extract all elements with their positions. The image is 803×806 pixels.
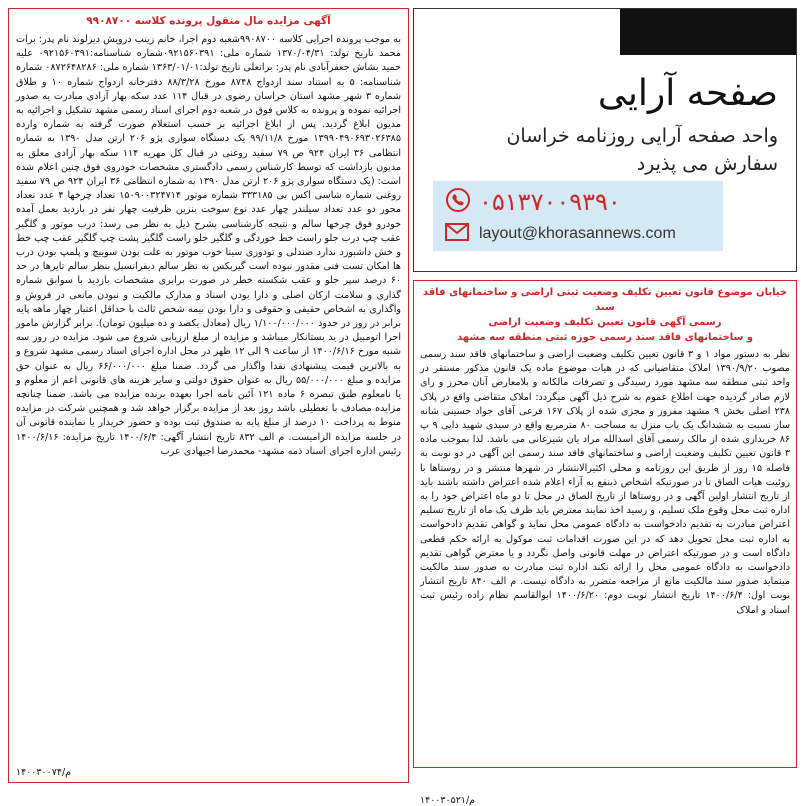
ad-title: صفحه آرایی xyxy=(597,73,778,114)
land-notice-title-line-2: رسمی آگهی قانون تعیین تکلیف وضعیت اراضی xyxy=(488,317,722,328)
land-notice-title xyxy=(420,285,790,345)
land-notice-title-line-3: و ساختمانهای فاقد سند رسمی حوزه ثبتی منطقه سه مشهد xyxy=(457,332,753,343)
ad-contact-box xyxy=(433,181,723,251)
ad-email-address: layout@khorasannews.com xyxy=(479,225,676,242)
auction-notice-title: آگهی مزایده مال منقول پرونده کلاسه ۹۹۰۸۷۰۰ xyxy=(86,15,331,27)
phone-icon xyxy=(445,187,471,217)
ad-line-2: سفارش می پذیرد xyxy=(636,153,778,175)
auction-notice xyxy=(8,8,409,783)
land-notice-title-line-1: خیابان موضوع قانون تعیین تکلیف وضعیت ثبتی اراضی و ساختمانهای فاقد سند xyxy=(422,287,788,313)
ad-header-bar xyxy=(620,9,796,55)
envelope-icon xyxy=(445,223,469,245)
land-registration-notice xyxy=(413,280,797,806)
land-notice-code: م/۱۴۰۰۳۰۵۲۱ xyxy=(420,795,476,806)
auction-notice-code: م/۱۴۰۰۳۰۰۷۴ xyxy=(16,767,72,778)
ad-email-row xyxy=(445,223,676,245)
land-notice-body: نظر به دستور مواد ۱ و ۳ قانون تعیین تکلیف وضعیت اراضی و ساختمانهای فاقد سند رسمی مصوب ۱۳۹۰/۹/۲۰ املاک متقاضیانی که در هیات موضوع ماده یک قانون مذکور مستقر در واحد ثبتی منطقه سه مشهد مورد رسیدگی و تصرفات مالکانه و بلامعارض آنان محرز و رای لازم صادر گردیده جهت اطلاع عموم به شرح ذیل آگهی میگردد: املاک متقاضی واقع در پلاک ۲۳۸ اصلی بخش ۹ مشهد مفروز و مجزی شده از پلاک ۱۶۷ فرعی آقای جواد حسینی شانه ساز نسبت به ششدانگ یک باب منزل به مساحت ۸۰ مترمربع واقع در سیدی شهید دایی ۹ پ ۸۶ خریداری شده از مالک رسمی آقای اسدالله مراد یان شیرغانی می باشد. لذا بموجب ماده ۳ قانون تعیین تکلیف وضعیت اراضی و ساختمانهای فاقد سند رسمی این آگهی در دو نوبت به فاصله ۱۵ روز از طریق این روزنامه و محلی اکثیرالانتشار در شهرها منتشر و در روستاها با روئیت هیات الصاق تا در صورتیکه اشخاص ذینفع به آراء اعلام شده اعتراض داشته باشند باید از تاریخ انتشار اولین آگهی و در روستاها از تاریخ الصاق در محل تا دو ماه اعتراض خود را به اداره ثبت محل وقوع ملک تسلیم، و رسید اخذ نمایند معترض باید ظرف یک ماه از تاریخ تسلیم اعتراض مبادرت به تقدیم دادخواست به دادگاه عمومی محل نماید و گواهی تقدیم دادخواست به اداره ثبت محل تحویل دهد که در این صورت اقدامات ثبت موکول به ارائه حکم قطعی دادگاه است و در صورتیکه اعتراض در مهلت قانونی واصل نگردد و یا معترض گواهی تقدیم دادخواست به دادگاه عمومی محل را ارائه نکند اداره ثبت مبادرت به صدور سند مالکیت مینماید صدور سند مالکیت مانع از مراجعه متضرر به دادگاه نیست. م الف ۸۴۰ تاریخ انتشار نوبت اول: ۱۴۰۰/۶/۴ تاریخ انتشار نوبت دوم: ۱۴۰۰/۶/۲۰ ابوالقاسم نظام زاده رئیس ثبت اسناد و املاک xyxy=(420,349,791,616)
ad-phone-row xyxy=(445,187,621,217)
ad-line-1: واحد صفحه آرایی روزنامه خراسان xyxy=(506,125,778,147)
layout-service-ad xyxy=(413,8,797,272)
ad-phone-number: ۰۵۱۳۷۰۰۹۳۹۰ xyxy=(479,188,621,216)
auction-notice-body: به موجب پرونده اجرایی کلاسه ۹۹۰۸۷۰۰شعبه دوم اجرا، خانم زینب درویش دیزلوند نام پدر: برات محمد تاریخ تولد: ۱۳۷۰/۰۴/۳۱ شماره ملی: ۰۹۲۱۵۶۰۳۹۱شماره شناسنامه:۰۹۲۱۵۶۰۳۹۱ علیه حمید بشاش جعفرآبادی نام پدر: براتعلی تاریخ تولد:۱۳۶۳/۰۱/۰۱ شماره ملی: ۰۸۷۲۶۴۸۲۸۶ شماره شناسنامه: ۵ به استناد سند ازدواج ۸۷۴۸ مورخ ۸۸/۳/۲۸ دفترخانه ازدواج شماره ۱۰ و طلاق شماره ۳ شهر مشهد استان خراسان رضوی در قبال ۱۱۴ عدد سکه بهار آزادی مبادرت به صدور اجرائیه نموده و پرونده به کلاس فوق در شعبه دوم اجرای اسناد رسمی مشهد تشکیل و اجرائیه به مدیون ابلاغ گردید. پس از ابلاغ اجرائیه بر حسب استعلام صورت گرفته به شماره وارده ۱۳۹۹۰۴۹۰۶۹۳۰۲۶۳۸۵ مورخ ۹۹/۱۱/۸ یک دستگاه سواری پژو ۲۰۶ ارتن مدل ۱۳۹۰ به شماره انتظامی ۳۶ ایران ۹۲۴ ص ۷۹ سفید روغنی در قبال کل مهریه ۱۱۴ سکه بهار آزادی معلق به مدیون بازداشت که توسط کارشناس رسمی دادگستری مشخصات خودروی فوق چنین اعلام شده است: (یک دستگاه سواری پژو ۲۰۶ ارتن مدل ۱۳۹۰ به شماره انتظامی ۳۶ ایران ۹۲۴ ص ۷۹ سفید روغنی شماره شاسی اکس بی ۳۳۳۱۸۵ شماره موتور ۱۵۰۹۰۰۳۲۴۷۱۴ تعداد چرخها ۴ عدد تعداد محور دو عدد تعداد سیلندر چهار عدد نوع سوخت بنزین ظرفیت چهار نفر در بازدید بعمل آمده خودرو فوق چرخها سالم و نتیجه کارشناسی بشرح ذیل به نظر می رسد: درب موتور و گلگیر عقب چپ درب جلو راست خط خوردگی و گلگیر جلو راست گلگیر پشت چپ گلگیر عقب چپ خط و خش داشبورد ندارد صندلی و تودوزی سیتا خوب موتور به علت بودن سوییچ و پلمپ بودن درب ها امکان تست فنی مقدور نبوده است گیربکس به نظر سالم دیفرانسیل بنظر سالم تایرها در حد ۶۰ درصد سپر جلو و عقب شکسته خطر در صورت برابری مشخصات بازدید با سوابق شماره گذاری و سلامت ارکان اصلی و دارا بودن اسناد و مدارک مالکیت و نبودن مانعی در فروش و واگذاری به اشخاص حقیقی و حقوقی و دارا بودن بیمه شخص ثالث با حداقل اعتبار چهار ماهه پایه برابر در روز در حدود ۱/۱۰۰/۰۰۰/۰۰۰ ریال (معادل یکصد و ده میلیون تومان). برابر گزارش مامور اجرا اتومبیل در ید بستانکار میباشد و مزایده از مبلغ ارزیابی شروع می شود. مزایده در روز سه شنبه مورخ ۱۴۰۰/۶/۱۶ از ساعت ۹ الی ۱۲ ظهر در محل اداره اجرای اسناد رسمی مشهد شروع و به بالاترین قیمت پیشنهادی نقدا واگذار می گردد. ضمنا مبلغ ۶۶/۰۰۰/۰۰۰ ریال به عنوان حق مزایده و مبلغ ۵۵/۰۰۰/۰۰۰ ریال به عنوان حقوق دولتی و سایر هزینه های قانونی اعم از معلوم و یا نامعلوم طبق تبصره ۶ ماده ۱۲۱ آئین نامه اجرا بعهده برنده مزایده می باشد. ضمنا چنانچه مزایده مصادف با تعطیلی باشد روز بعد از مزایده برگزار خواهد شد و همچنین شرکت در مزایده منوط به پرداخت ۱۰ درصد از مبلغ پایه به صندوق ثبت بوده و حضور خریدار یا نماینده قانونی آن در جلسه مزایده الزامیست. م الف ۸۳۲ تاریخ انتشار آگهی: ۱۴۰۰/۶/۴ تاریخ مزایده: ۱۴۰۰/۶/۱۶ رئیس اداره اجرای اسناد ذمه مشهد- محمدرضا اجیهادی عرب xyxy=(16,34,402,457)
